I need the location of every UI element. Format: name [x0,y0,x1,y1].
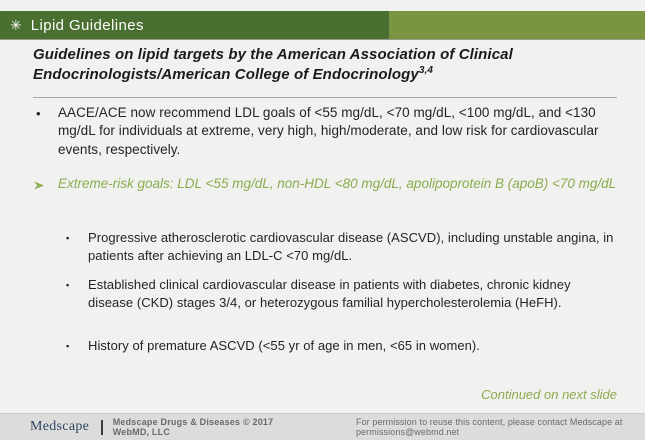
slide-title [33,45,593,86]
sub-bullet-text: Progressive atherosclerotic cardiovascular disease (ASCVD), including unstable angina, in patients after achieving an LDL-C <70 mg/dL. [88,230,614,263]
bullet-text: AACE/ACE now recommend LDL goals of <55 mg/dL, <70 mg/dL, <100 mg/dL, and <130 mg/dL for individuals at extreme, very high, high/moderate, and low risk for cardiovascular events, respectively. [58,105,599,157]
sub-bullet-text: Established clinical cardiovascular disease in patients with diabetes, chronic kidney disease (CKD) stages 3/4, or heterozygous familial hypercholesterolemia (HeFH). [88,277,571,310]
footer-separator [101,420,103,435]
bullet-dot-icon: • [36,106,41,121]
starburst-icon: ✳ [10,17,22,33]
sub-bullet-ascvd [66,229,626,265]
footer-permission-text: For permission to reuse this content, please contact Medscape at permissions@webmd.net [355,417,623,437]
arrow-bullet-icon [33,175,58,197]
sub-bullet-established-cvd [66,276,626,312]
footer-copyright-text: Medscape Drugs & Diseases © 2017 WebMD, LLC [112,417,274,437]
square-bullet-icon: ▪ [66,341,70,351]
sub-bullet-premature-ascvd [66,337,626,355]
header-bar [0,11,645,40]
bullet-item-ldl-goals [36,104,614,159]
sub-bullet-text: History of premature ASCVD (<55 yr of age in men, <65 in women). [88,338,480,353]
title-reference-superscript: 3,4 [418,65,434,77]
header-bar-light-segment [389,11,645,39]
medscape-logo: Medscape [30,419,90,434]
extreme-risk-goals-bullet [33,175,618,197]
square-bullet-icon: ▪ [66,280,70,290]
extreme-risk-goals-text: Extreme-risk goals: LDL <55 mg/dL, non-HDL <80 mg/dL, apolipoprotein B (apoB) <70 mg/dL [58,176,617,191]
square-bullet-icon: ▪ [66,233,70,243]
header-title: Lipid Guidelines [30,16,144,34]
slide-title-line1: Guidelines on lipid targets by the American Association of Clinical [33,46,513,63]
footer-bar [0,413,645,440]
continued-note: Continued on next slide [481,387,617,402]
slide-title-line2: Endocrinologists/American College of Endocrinology [33,66,419,84]
title-divider-line [33,97,617,98]
